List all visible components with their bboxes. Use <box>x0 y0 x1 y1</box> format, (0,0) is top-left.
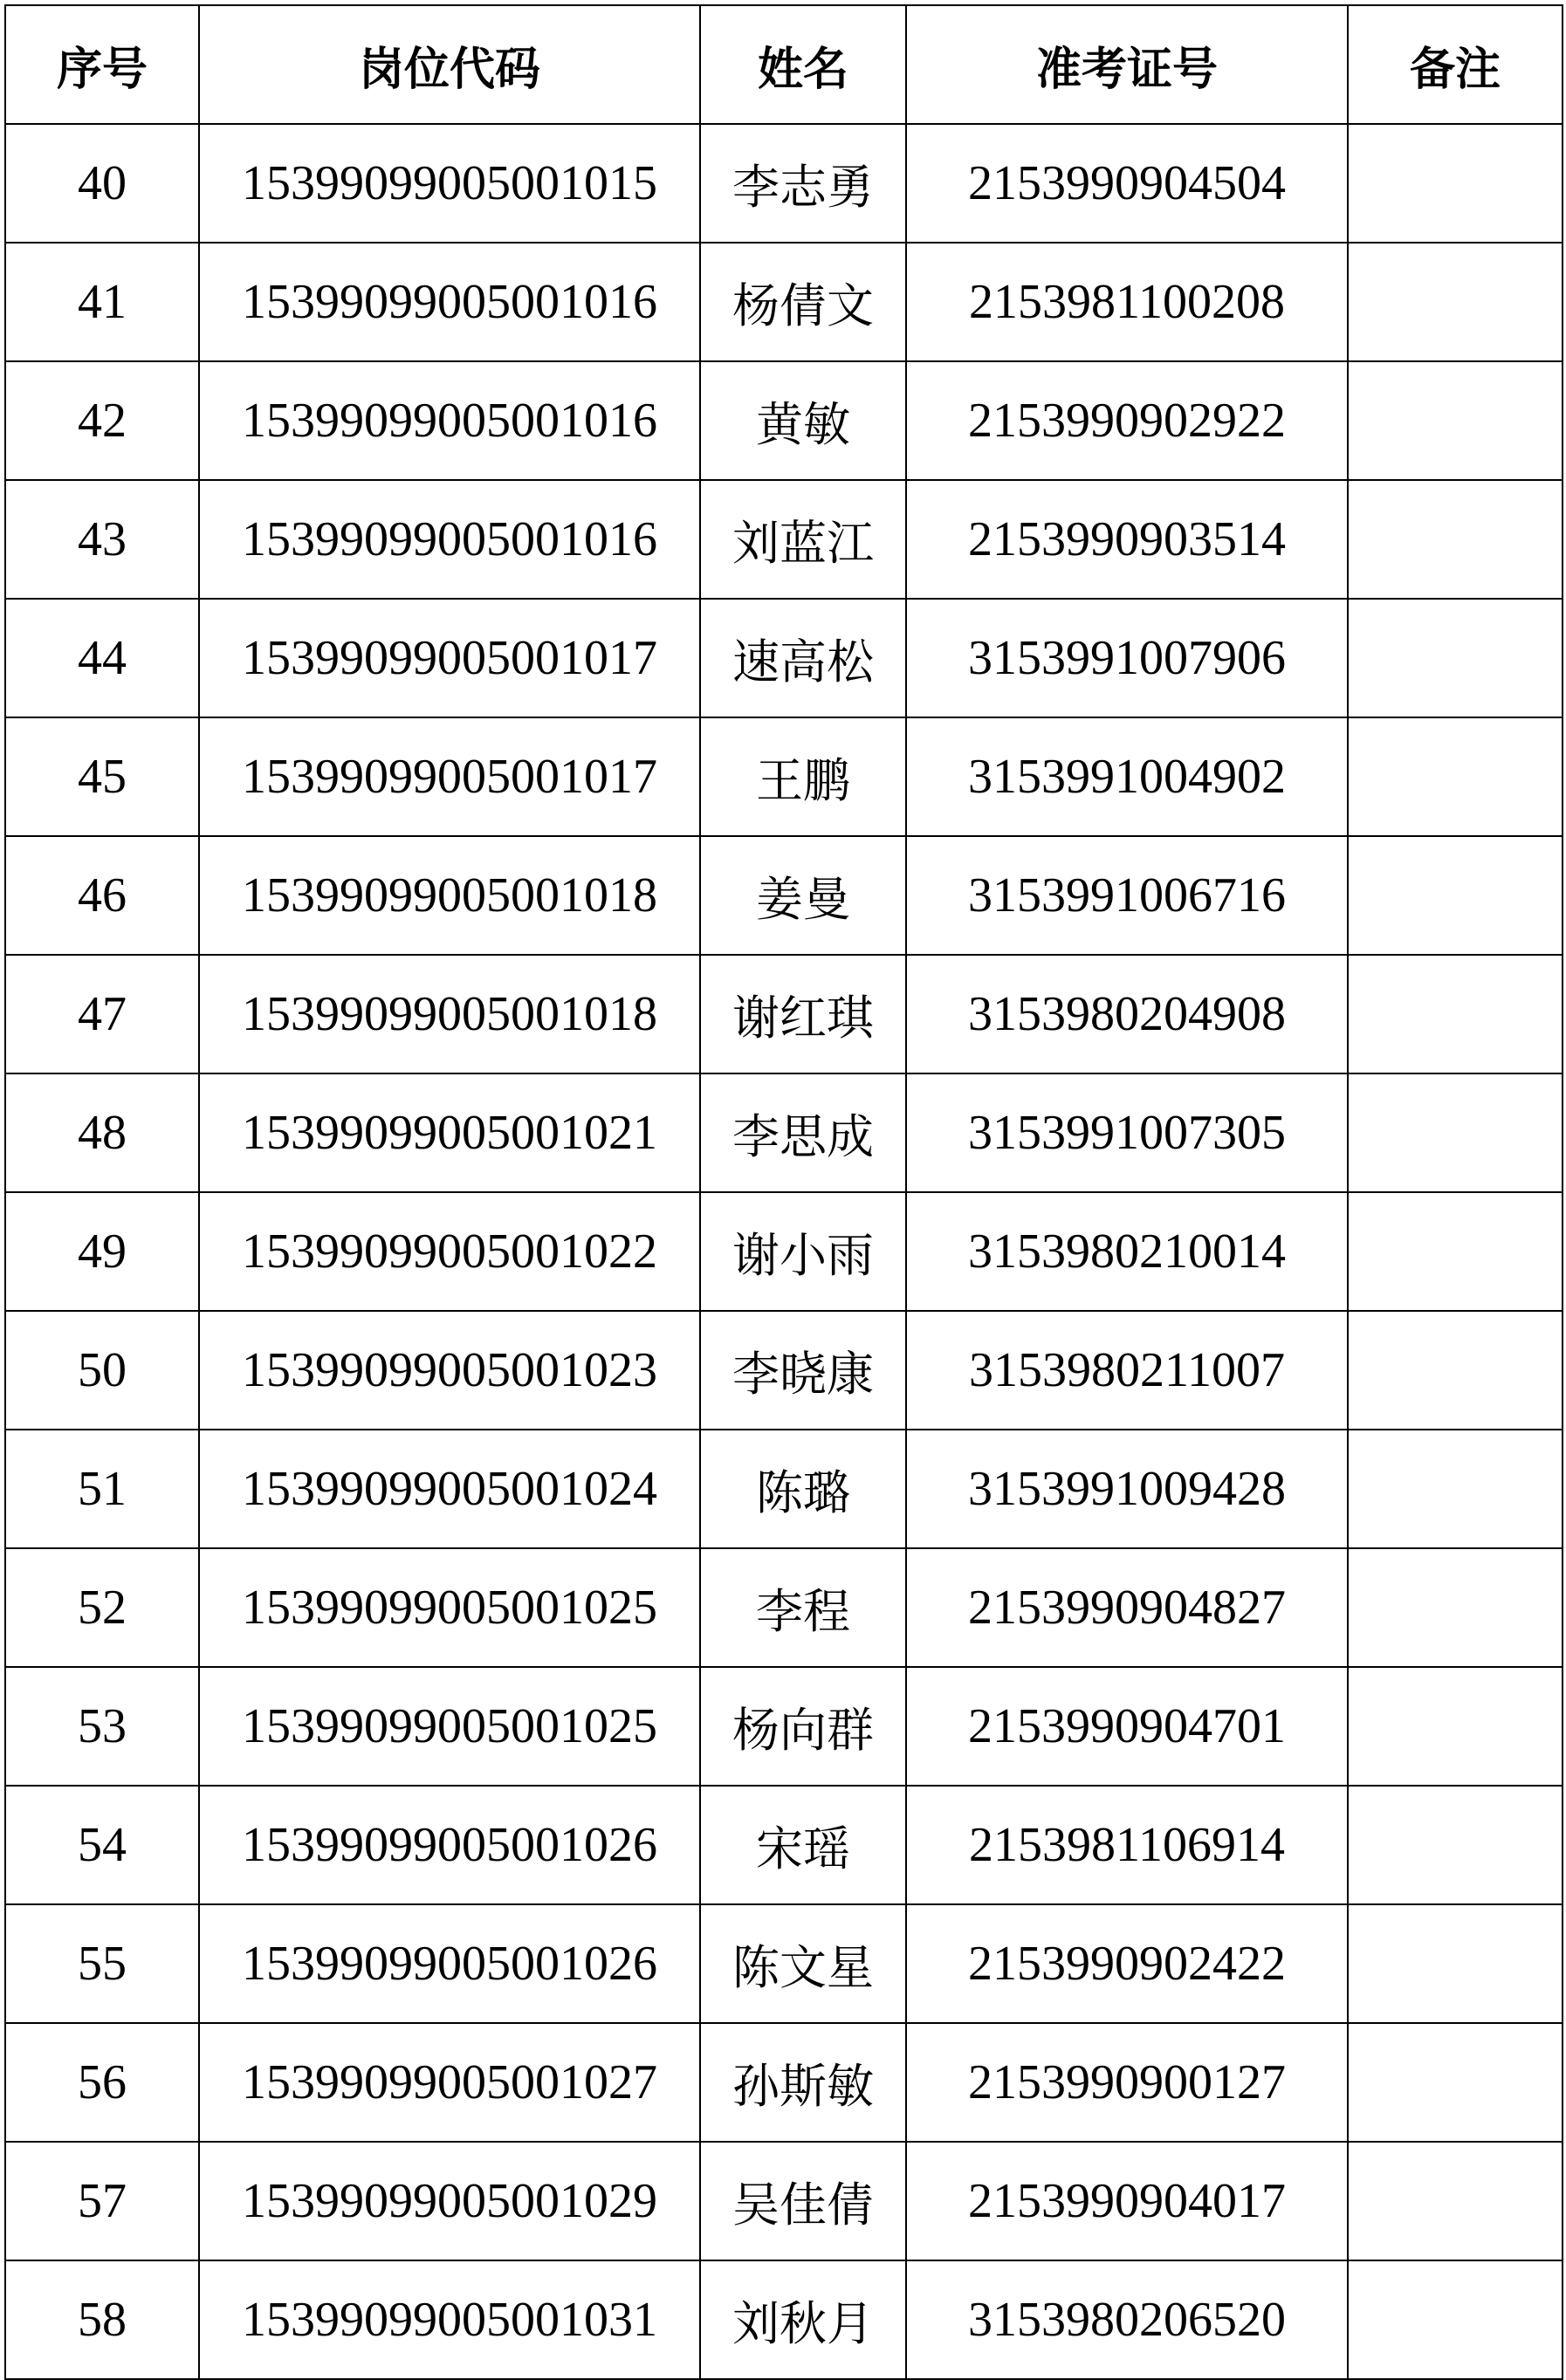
table-row <box>5 124 1563 243</box>
cell-seq: 41 <box>5 243 199 361</box>
cell-seq: 52 <box>5 1548 199 1667</box>
table-row <box>5 243 1563 361</box>
cell-exam-number: 3153991009428 <box>906 1430 1348 1548</box>
cell-remark <box>1348 2142 1563 2260</box>
table-row <box>5 480 1563 599</box>
cell-name: 黄敏 <box>700 361 906 480</box>
cell-exam-number: 2153990904827 <box>906 1548 1348 1667</box>
cell-name: 杨向群 <box>700 1667 906 1786</box>
cell-seq: 48 <box>5 1073 199 1192</box>
cell-seq: 56 <box>5 2023 199 2142</box>
table-row <box>5 955 1563 1073</box>
cell-seq: 45 <box>5 717 199 836</box>
cell-position-code: 15399099005001031 <box>199 2260 700 2379</box>
cell-name: 吴佳倩 <box>700 2142 906 2260</box>
cell-remark <box>1348 361 1563 480</box>
table-row <box>5 1667 1563 1786</box>
cell-seq: 53 <box>5 1667 199 1786</box>
cell-seq: 57 <box>5 2142 199 2260</box>
cell-seq: 40 <box>5 124 199 243</box>
header-row <box>5 5 1563 124</box>
cell-seq: 46 <box>5 836 199 955</box>
cell-seq: 44 <box>5 599 199 717</box>
cell-position-code: 15399099005001016 <box>199 480 700 599</box>
cell-seq: 55 <box>5 1904 199 2023</box>
cell-remark <box>1348 2023 1563 2142</box>
cell-remark <box>1348 1548 1563 1667</box>
cell-remark <box>1348 1786 1563 1904</box>
header-seq: 序号 <box>5 5 199 124</box>
cell-seq: 50 <box>5 1311 199 1430</box>
cell-name: 刘秋月 <box>700 2260 906 2379</box>
cell-name: 孙斯敏 <box>700 2023 906 2142</box>
cell-name: 谢红琪 <box>700 955 906 1073</box>
table-row <box>5 361 1563 480</box>
cell-position-code: 15399099005001016 <box>199 243 700 361</box>
cell-seq: 43 <box>5 480 199 599</box>
cell-name: 姜曼 <box>700 836 906 955</box>
cell-name: 宋瑶 <box>700 1786 906 1904</box>
table-row <box>5 1192 1563 1311</box>
cell-name: 陈璐 <box>700 1430 906 1548</box>
table-row <box>5 1786 1563 1904</box>
cell-exam-number: 2153990903514 <box>906 480 1348 599</box>
cell-remark <box>1348 599 1563 717</box>
header-remark: 备注 <box>1348 5 1563 124</box>
cell-position-code: 15399099005001017 <box>199 717 700 836</box>
cell-seq: 42 <box>5 361 199 480</box>
cell-position-code: 15399099005001015 <box>199 124 700 243</box>
header-exam-number: 准考证号 <box>906 5 1348 124</box>
cell-position-code: 15399099005001023 <box>199 1311 700 1430</box>
cell-exam-number: 3153980211007 <box>906 1311 1348 1430</box>
cell-name: 李思成 <box>700 1073 906 1192</box>
cell-position-code: 15399099005001018 <box>199 836 700 955</box>
table-row <box>5 1073 1563 1192</box>
cell-position-code: 15399099005001016 <box>199 361 700 480</box>
cell-remark <box>1348 2260 1563 2379</box>
cell-exam-number: 2153990904017 <box>906 2142 1348 2260</box>
cell-name: 陈文星 <box>700 1904 906 2023</box>
cell-exam-number: 2153990900127 <box>906 2023 1348 2142</box>
cell-remark <box>1348 1904 1563 2023</box>
table-row <box>5 2142 1563 2260</box>
cell-remark <box>1348 1192 1563 1311</box>
cell-remark <box>1348 124 1563 243</box>
cell-position-code: 15399099005001027 <box>199 2023 700 2142</box>
header-name: 姓名 <box>700 5 906 124</box>
cell-seq: 54 <box>5 1786 199 1904</box>
cell-position-code: 15399099005001025 <box>199 1548 700 1667</box>
cell-remark <box>1348 1311 1563 1430</box>
cell-remark <box>1348 1073 1563 1192</box>
table-body <box>5 124 1563 2379</box>
cell-exam-number: 3153991004902 <box>906 717 1348 836</box>
cell-position-code: 15399099005001022 <box>199 1192 700 1311</box>
cell-remark <box>1348 243 1563 361</box>
cell-position-code: 15399099005001025 <box>199 1667 700 1786</box>
cell-seq: 47 <box>5 955 199 1073</box>
cell-remark <box>1348 1430 1563 1548</box>
table-row <box>5 836 1563 955</box>
cell-position-code: 15399099005001026 <box>199 1904 700 2023</box>
cell-remark <box>1348 836 1563 955</box>
cell-name: 李晓康 <box>700 1311 906 1430</box>
header-position-code: 岗位代码 <box>199 5 700 124</box>
cell-remark <box>1348 955 1563 1073</box>
table-row <box>5 717 1563 836</box>
cell-exam-number: 2153981100208 <box>906 243 1348 361</box>
cell-position-code: 15399099005001021 <box>199 1073 700 1192</box>
cell-exam-number: 3153991007305 <box>906 1073 1348 1192</box>
cell-exam-number: 3153980210014 <box>906 1192 1348 1311</box>
cell-seq: 51 <box>5 1430 199 1548</box>
table-row <box>5 1548 1563 1667</box>
table-row <box>5 2260 1563 2379</box>
cell-name: 速高松 <box>700 599 906 717</box>
cell-exam-number: 2153981106914 <box>906 1786 1348 1904</box>
table-row <box>5 1311 1563 1430</box>
cell-remark <box>1348 480 1563 599</box>
cell-name: 刘蓝江 <box>700 480 906 599</box>
cell-exam-number: 2153990902922 <box>906 361 1348 480</box>
table-row <box>5 2023 1563 2142</box>
table-row <box>5 599 1563 717</box>
cell-exam-number: 3153991007906 <box>906 599 1348 717</box>
cell-name: 李志勇 <box>700 124 906 243</box>
table-header <box>5 5 1563 124</box>
cell-name: 谢小雨 <box>700 1192 906 1311</box>
candidate-table <box>4 4 1563 2380</box>
table-row <box>5 1904 1563 2023</box>
cell-exam-number: 3153991006716 <box>906 836 1348 955</box>
cell-seq: 58 <box>5 2260 199 2379</box>
cell-seq: 49 <box>5 1192 199 1311</box>
cell-name: 李程 <box>700 1548 906 1667</box>
cell-exam-number: 2153990902422 <box>906 1904 1348 2023</box>
cell-position-code: 15399099005001018 <box>199 955 700 1073</box>
cell-exam-number: 3153980204908 <box>906 955 1348 1073</box>
cell-name: 杨倩文 <box>700 243 906 361</box>
cell-position-code: 15399099005001024 <box>199 1430 700 1548</box>
cell-position-code: 15399099005001029 <box>199 2142 700 2260</box>
cell-exam-number: 3153980206520 <box>906 2260 1348 2379</box>
cell-remark <box>1348 1667 1563 1786</box>
cell-name: 王鹏 <box>700 717 906 836</box>
cell-exam-number: 2153990904701 <box>906 1667 1348 1786</box>
cell-exam-number: 2153990904504 <box>906 124 1348 243</box>
cell-position-code: 15399099005001017 <box>199 599 700 717</box>
cell-position-code: 15399099005001026 <box>199 1786 700 1904</box>
table-row <box>5 1430 1563 1548</box>
cell-remark <box>1348 717 1563 836</box>
